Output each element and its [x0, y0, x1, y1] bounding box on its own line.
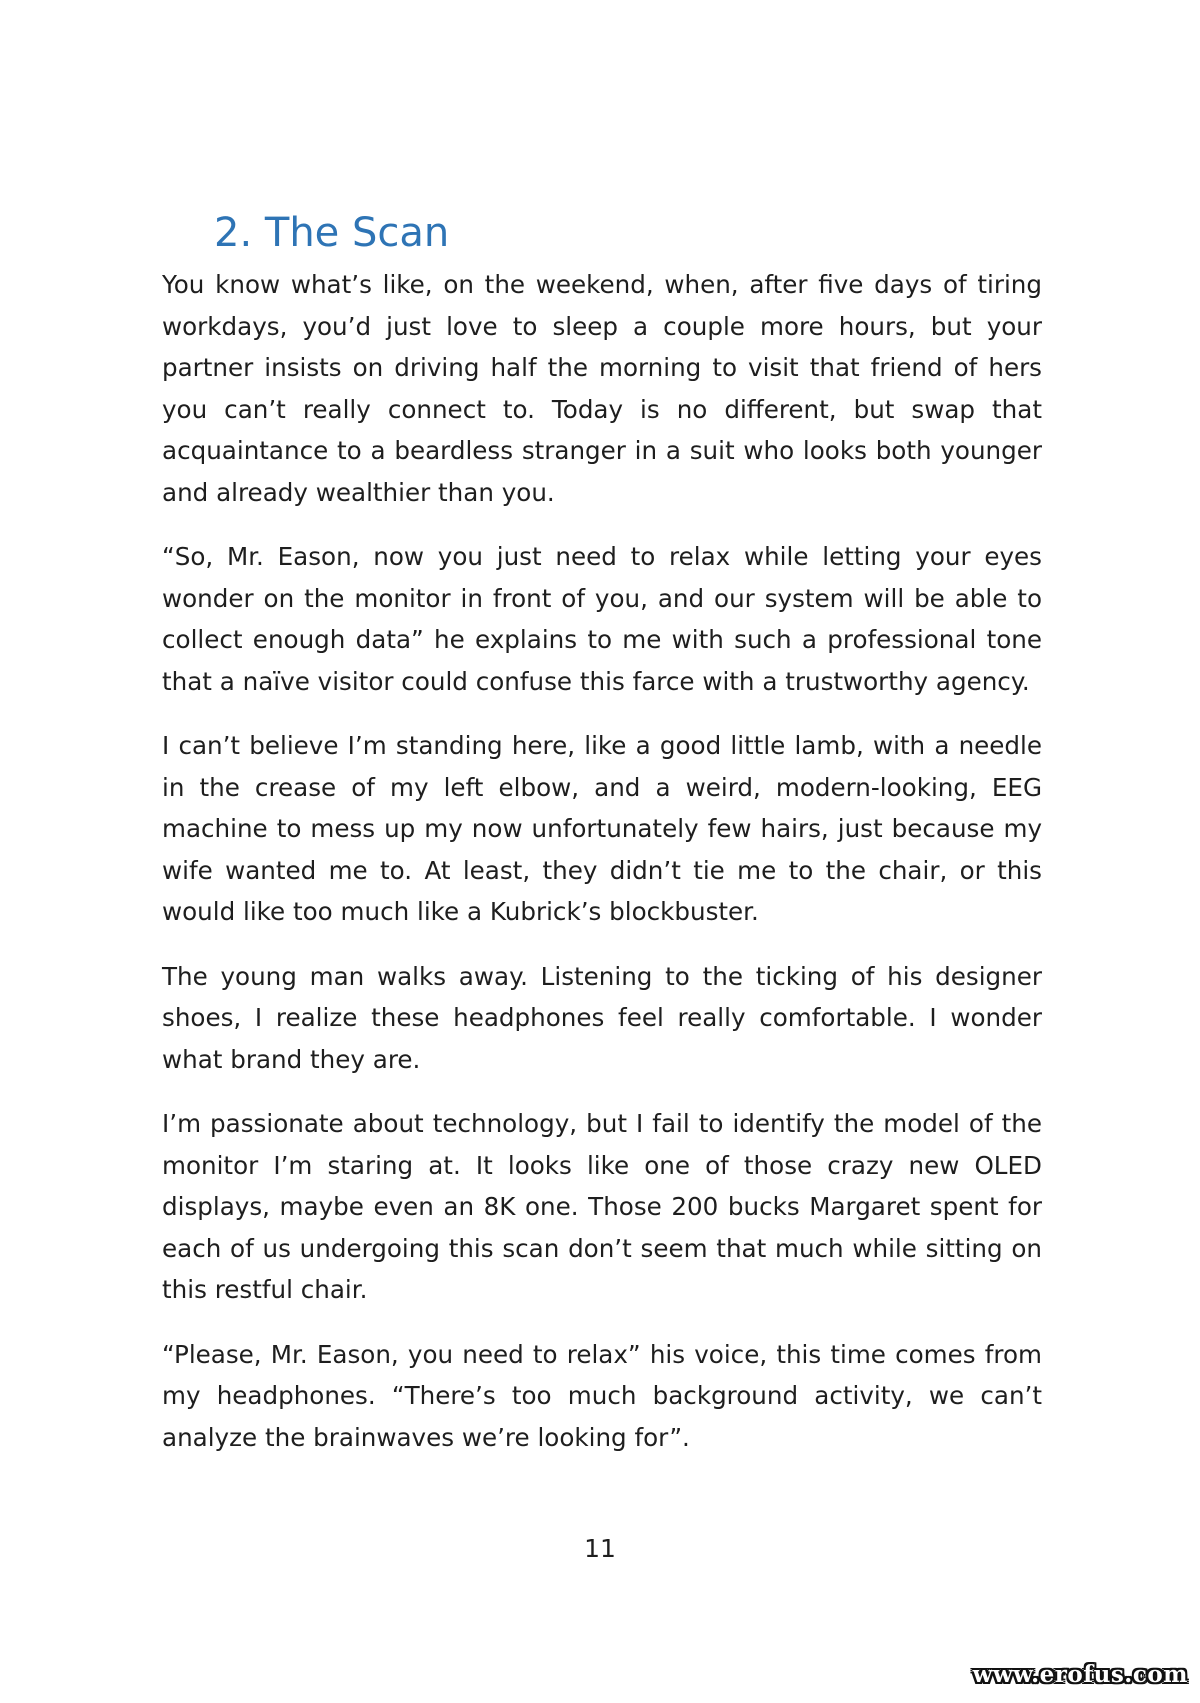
page-number: 11	[584, 1534, 616, 1563]
paragraph: “So, Mr. Eason, now you just need to relax while letting your eyes wonder on the monitor in front of you, and our system will be able to collect enough data” he explains to me with such a professional tone that a naïve visitor could confuse this farce with a trustworthy agency.	[162, 542, 1042, 696]
paragraph: The young man walks away. Listening to the ticking of his designer shoes, I realize these headphones feel really comfortable. I wonder what brand they are.	[162, 961, 1042, 1074]
paragraph: I can’t believe I’m standing here, like a good little lamb, with a needle in the crease of my left elbow, and a weird, modern-looking, EEG machine to mess up my now unfortunately few hairs, just because my wife wanted me to. At least, they didn’t tie me to the chair, or this would like too much like a Kubrick’s blockbuster.	[162, 731, 1042, 926]
paragraph: I’m passionate about technology, but I fail to identify the model of the monitor I’m staring at. It looks like one of those crazy new OLED displays, maybe even an 8K one. Those 200 bucks Margaret spent for each of us undergoing this scan don’t seem that much while sitting on this restful chair.	[162, 1109, 1042, 1304]
paragraph: “Please, Mr. Eason, you need to relax” his voice, this time comes from my headphones. “There’s too much background activity, we can’t analyze the brainwaves we’re looking for”.	[162, 1339, 1042, 1452]
site-watermark: www.erofus.com	[972, 1661, 1188, 1688]
paragraph: You know what’s like, on the weekend, when, after five days of tiring workdays, you’d just love to sleep a couple more hours, but your partner insists on driving half the morning to visit that friend of hers you can’t really connect to. Today is no different, but swap that acquaintance to a beardless stranger in a suit who looks both younger and already wealthier than you.	[162, 270, 1042, 507]
chapter-title: 2. The Scan	[214, 210, 450, 256]
chapter-body	[162, 264, 1042, 1481]
